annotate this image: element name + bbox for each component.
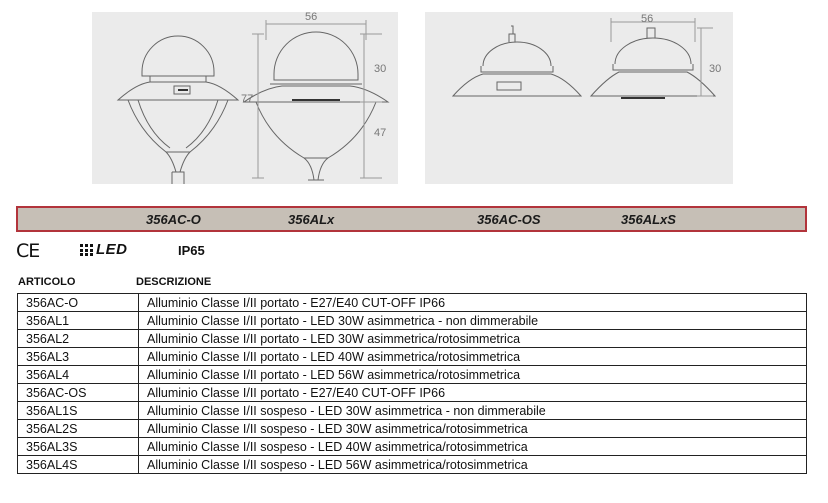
description-cell: Alluminio Classe I/II portato - LED 40W asimmetrica/rotosimmetrica [139,348,807,366]
article-code-cell: 356AC-OS [18,384,139,402]
table-row [18,330,807,348]
table-row [18,294,807,312]
description-cell: Alluminio Classe I/II sospeso - LED 56W asimmetrica/rotosimmetrica [139,456,807,474]
table-row [18,420,807,438]
dimension-width-label: 56 [305,12,318,23]
article-code-cell: 356AL3 [18,348,139,366]
table-row [18,456,807,474]
product-code: 356AC-OS [477,212,541,227]
dimension-lower-label: 47 [374,127,387,139]
led-logo: LED [96,241,128,258]
table-row [18,366,807,384]
led-dots-icon [80,244,94,256]
table-row [18,312,807,330]
column-header-description: DESCRIZIONE [136,276,212,288]
drawing-panel-post-top [92,12,398,184]
certification-row [14,239,224,265]
article-code-cell: 356AL4 [18,366,139,384]
description-cell: Alluminio Classe I/II portato - LED 30W asimmetrica - non dimmerabile [139,312,807,330]
dimension-width-label: 56 [641,13,654,25]
article-code-cell: 356AL3S [18,438,139,456]
product-code: 356ALx [288,212,335,227]
article-code-cell: 356AL1 [18,312,139,330]
product-table [17,293,807,474]
table-row [18,402,807,420]
description-cell: Alluminio Classe I/II portato - LED 56W asimmetrica/rotosimmetrica [139,366,807,384]
dimension-upper-label: 30 [374,63,387,75]
ip-rating: IP65 [178,243,205,258]
article-code-cell: 356AL1S [18,402,139,420]
table-row [18,348,807,366]
table-row [18,438,807,456]
description-cell: Alluminio Classe I/II portato - LED 30W asimmetrica/rotosimmetrica [139,330,807,348]
column-header-code: ARTICOLO [18,276,76,288]
description-cell: Alluminio Classe I/II portato - E27/E40 CUT-OFF IP66 [139,294,807,312]
post-top-lamp-drawing [92,12,398,184]
article-code-cell: 356AC-O [18,294,139,312]
drawing-panel-suspended [425,12,733,184]
dimension-height-label: 77 [241,93,254,105]
table-row [18,384,807,402]
description-cell: Alluminio Classe I/II sospeso - LED 30W asimmetrica/rotosimmetrica [139,420,807,438]
product-code-band [16,206,807,232]
product-table-body [18,294,807,474]
description-cell: Alluminio Classe I/II portato - E27/E40 CUT-OFF IP66 [139,384,807,402]
article-code-cell: 356AL4S [18,456,139,474]
article-code-cell: 356AL2S [18,420,139,438]
product-code: 356ALxS [621,212,676,227]
description-cell: Alluminio Classe I/II sospeso - LED 40W asimmetrica/rotosimmetrica [139,438,807,456]
article-code-cell: 356AL2 [18,330,139,348]
ce-mark-icon: CE [16,240,40,262]
dimension-height-label: 30 [709,63,722,75]
suspended-lamp-drawing [425,12,733,184]
description-cell: Alluminio Classe I/II sospeso - LED 30W asimmetrica - non dimmerabile [139,402,807,420]
product-code: 356AC-O [146,212,201,227]
